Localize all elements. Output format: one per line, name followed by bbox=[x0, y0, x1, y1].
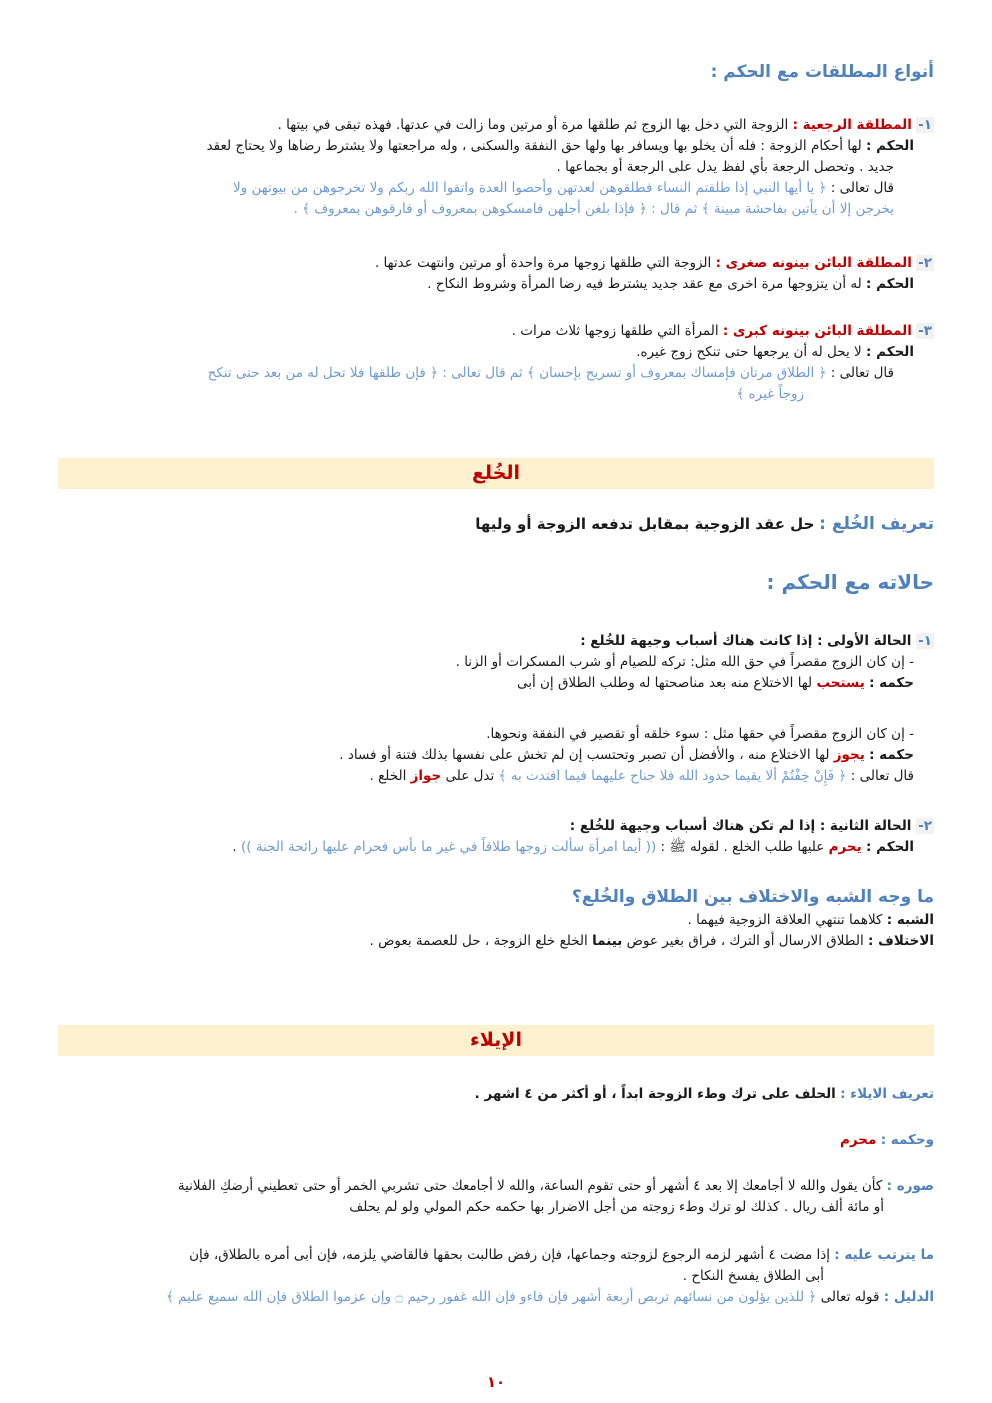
khul-cases-heading: حالاته مع الحكم : bbox=[766, 570, 934, 594]
term: المطلقة الرجعية : bbox=[792, 117, 912, 133]
hukm-text: لها الاختلاع منه بعد مناصحتها له وطلب الطلاق إن أبى bbox=[516, 675, 813, 691]
hukm-text: لها أحكام الزوجة : فله أن يخلو بها ويسافر بها ولها حق النفقة والسكنى ، وله مراجعتها ولا يشترط رضاها ولا يحتاج لعقد bbox=[206, 138, 862, 154]
types-heading: أنواع المطلقات مع الحكم : bbox=[710, 62, 934, 82]
suwar-label: صوره : bbox=[886, 1178, 934, 1194]
hukm-label: الحكم : bbox=[866, 839, 914, 855]
type-3 bbox=[58, 321, 934, 405]
type-1 bbox=[58, 115, 934, 220]
ikhtilaf-text-2: الخلع خلع الزوجة ، حل للعصمة بعوض . bbox=[369, 933, 588, 949]
ikhtilaf-text: الطلاق الارسال أو الترك ، فراق بغير عوض bbox=[626, 933, 864, 949]
hukm-word: يجوز bbox=[833, 747, 865, 763]
definition-label: تعريف الايلاء : bbox=[840, 1086, 934, 1102]
hadith: (( أيما امرأة سألت زوجها طلاقاً في غير ما بأس فحرام عليها رائحة الجنة )) bbox=[241, 839, 657, 855]
ayah: ﴿ الطلاق مرتان فإمساك بمعروف أو تسريح بإحسان ﴾ ثم قال تعالى : ﴿ فإن طلقها فلا تحل له من بعد حتى تنكح bbox=[207, 365, 827, 381]
ila-tartib bbox=[58, 1245, 934, 1308]
ikhtilaf-label: الاختلاف : bbox=[868, 933, 934, 949]
ila-suwar bbox=[58, 1176, 934, 1218]
tartib-text: إذا مضت ٤ أشهر لزمه الرجوع لزوجته وجماعها، فإن رفض طالبت بحقها فالقاضي يلزمه، فإن أبى أمره بالطلاق، فإن bbox=[189, 1247, 830, 1263]
item-number: ٢- bbox=[918, 255, 932, 271]
khul-section-band bbox=[58, 458, 934, 489]
shabah-text: كلاهما تنتهي العلاقة الزوجية فيهما . bbox=[687, 912, 883, 928]
tartib-label: ما يترتب عليه : bbox=[834, 1247, 934, 1263]
hukm-text: له أن يتزوجها مرة اخرى مع عقد جديد يشترط فيه رضا المرأة وشروط النكاح . bbox=[427, 276, 862, 292]
definition-text: حل عقد الزوجية بمقابل تدفعه الزوجة أو وليها bbox=[475, 515, 815, 533]
ayah-cont: زوجاً غيره ﴾ bbox=[736, 386, 804, 402]
hukm-text: لا يحل له أن يرجعها حتى تنكح زوج غيره. bbox=[636, 344, 862, 360]
term: المطلقة البائن بينونه كبرى : bbox=[722, 323, 912, 339]
type-2 bbox=[58, 253, 934, 295]
dalil-ayah: ﴿ للذين يؤلون من نسائهم تربص أربعة أشهر فإن فاءو فإن الله غفور رحيم ۝ وإن عزموا الطلاق فإن الله سميع عليم ﴾ bbox=[165, 1289, 817, 1305]
ila-section-band bbox=[58, 1025, 934, 1056]
ila-hukm bbox=[58, 1130, 934, 1151]
comparison-heading: ما وجه الشبه والاختلاف بين الطلاق والخُلع؟ bbox=[571, 887, 934, 907]
qala-label: قال تعالى : bbox=[830, 365, 894, 381]
hukm-word: يستحب bbox=[816, 675, 865, 691]
khul-comparison bbox=[58, 884, 934, 952]
hukm-label: الحكم : bbox=[866, 276, 914, 292]
ila-definition bbox=[58, 1084, 934, 1105]
ayah-cont: يخرجن إلا أن يأتين بفاحشة مبينة ﴾ ثم قال : ﴿ فإذا بلغن أجلهن فامسكوهن بمعروف أو فارقوهن بمعروف ﴾ . bbox=[293, 201, 894, 217]
case-title: الحالة الثانية : إذا لم تكن هناك أسباب وجيهة للخُلع : bbox=[569, 818, 912, 834]
hukm-label: الحكم : bbox=[866, 138, 914, 154]
item-number: ٢- bbox=[918, 818, 932, 834]
case-title: الحالة الأولى : إذا كانت هناك أسباب وجيهة للخُلع : bbox=[580, 633, 912, 649]
item-number: ١- bbox=[918, 117, 932, 133]
hukm-label: حكمه : bbox=[869, 747, 914, 763]
ila-section-title: الإيلاء bbox=[470, 1029, 522, 1051]
definition-text: الحلف على ترك وطء الزوجة ابداً ، أو أكثر من ٤ اشهر . bbox=[474, 1086, 836, 1102]
definition: الزوجة التي دخل بها الزوج ثم طلقها مرة أو مرتين وما زالت في عدتها. فهذه تبقى في بيتها . bbox=[277, 117, 789, 133]
case-detail: - إن كان الزوج مقصراً في حقها مثل : سوء خلقه أو تقصير في النفقة ونحوها. bbox=[486, 726, 914, 742]
end-dot: . bbox=[232, 839, 237, 855]
ayah: ﴿ يا أيها النبي إذا طلقتم النساء فطلقوهن لعدتهن وأحصوا العدة واتقوا الله ربكم ولا تخرجوهن من بيوتهن ولا bbox=[232, 180, 827, 196]
definition-label: تعريف الخُلع : bbox=[819, 514, 934, 534]
khul-word: الخلع . bbox=[369, 768, 407, 784]
qala-label: قال تعالى : bbox=[830, 180, 894, 196]
jawaz-word: جواز bbox=[410, 768, 442, 784]
term: المطلقة البائن بينونه صغرى : bbox=[715, 255, 912, 271]
hukm-label: حكمه : bbox=[869, 675, 914, 691]
hukm-value: محرم bbox=[840, 1132, 877, 1148]
hukm-text: عليها طلب الخلع . لقوله ﷺ : bbox=[660, 839, 825, 855]
tadul-text: تدل على bbox=[445, 768, 495, 784]
item-number: ١- bbox=[918, 633, 932, 649]
khul-section-title: الخُلع bbox=[471, 462, 521, 484]
suwar-text-cont: أو مائة ألف ريال . كذلك لو ترك وطء زوجته من أجل الاضرار بها حكمه حكم المولي ولو لم يحلف bbox=[349, 1199, 884, 1215]
item-number: ٣- bbox=[918, 323, 932, 339]
hukm-text-cont: جديد . وتحصل الرجعة بأي لفظ يدل على الرجعة أو بجماعها . bbox=[556, 159, 894, 175]
page-number: ١٠ bbox=[486, 1373, 506, 1391]
hukm-label: الحكم : bbox=[866, 344, 914, 360]
suwar-text: كأن يقول والله لا أجامعك إلا بعد ٤ أشهر أو حتى تقوم الساعة، والله لا أجامعك حتى تشربي الخمر أو حتى تعطيني أرضكِ الفلانية bbox=[177, 1178, 883, 1194]
definition: الزوجة التي طلقها زوجها مرة واحدة أو مرتين وانتهت عدتها . bbox=[374, 255, 712, 271]
khul-case-1 bbox=[58, 631, 934, 787]
ayah: ﴿ فَإِنْ خِفْتُمْ ألا يقيما حدود الله فلا جناح عليهما فيما افتدت به ﴾ bbox=[498, 768, 847, 784]
hukm-label: وحكمه : bbox=[880, 1132, 934, 1148]
khul-definition bbox=[58, 514, 934, 535]
dalil-qala: قوله تعالى bbox=[820, 1289, 880, 1305]
case-detail: - إن كان الزوج مقصراً في حق الله مثل: تركه للصيام أو شرب المسكرات أو الزنا . bbox=[455, 654, 914, 670]
khul-case-2 bbox=[58, 816, 934, 858]
shabah-label: الشبه : bbox=[886, 912, 934, 928]
dalil-label: الدليل : bbox=[883, 1289, 934, 1305]
definition: المرأة التي طلقها زوجها ثلاث مرات . bbox=[511, 323, 719, 339]
hukm-text: لها الاختلاع منه ، والأفضل أن تصبر وتحتسب إن لم تخش على نفسها بذلك فتنة أو فساد . bbox=[339, 747, 830, 763]
tartib-text-cont: أبى الطلاق يفسخ النكاح . bbox=[682, 1268, 824, 1284]
ikhtilaf-bold: بينما bbox=[592, 933, 623, 949]
hukm-word: يحرم bbox=[828, 839, 862, 855]
qala-label: قال تعالى : bbox=[850, 768, 914, 784]
